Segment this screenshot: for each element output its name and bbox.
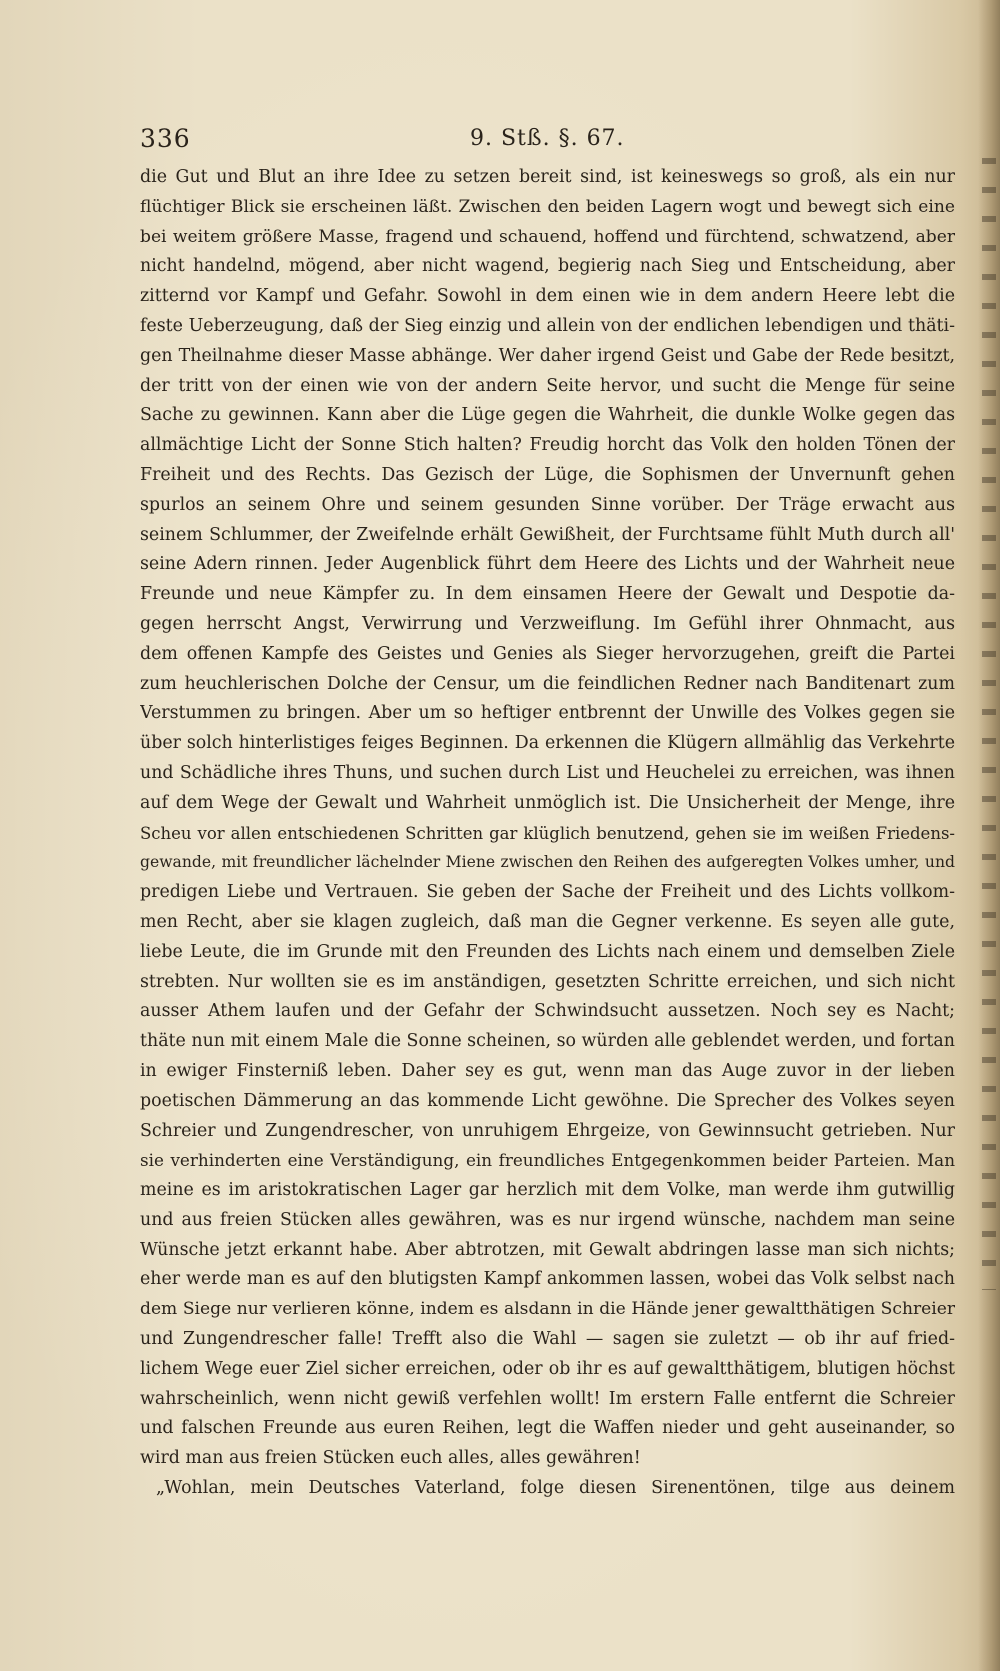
- text-line: thäte nun mit einem Male die Sonne scheinen, so würden alle geblendet werden, und fortan: [140, 1031, 955, 1052]
- page-number: 336: [140, 124, 191, 153]
- text-line: strebten. Nur wollten sie es im anständigen, gesetzten Schritte erreichen, und sich nicht: [140, 971, 955, 992]
- text-line: men Recht, aber sie klagen zugleich, daß man die Gegner verkenne. Es seyen alle gute,: [140, 911, 955, 932]
- text-line: Verstummen zu bringen. Aber um so heftiger entbrennt der Unwille des Volkes gegen sie: [140, 703, 955, 724]
- text-line: liebe Leute, die im Grunde mit den Freunden des Lichts nach einem und demselben Ziele: [140, 941, 955, 962]
- text-line: Wünsche jetzt erkannt habe. Aber abtrotzen, mit Gewalt abdringen lasse man sich nichts;: [140, 1239, 955, 1260]
- text-line: Sache zu gewinnen. Kann aber die Lüge gegen die Wahrheit, die dunkle Wolke gegen das: [140, 405, 955, 426]
- text-line: seinem Schlummer, der Zweifelnde erhält Gewißheit, der Furchtsame fühlt Muth durch all': [140, 524, 955, 545]
- page-header: [140, 124, 980, 158]
- text-line: dem Siege nur verlieren könne, indem es alsdann in die Hände jener gewaltthätigen Schreier: [140, 1299, 955, 1320]
- text-line: der tritt von der einen wie von der andern Seite hervor, und sucht die Menge für seine: [140, 375, 955, 396]
- text-line: wahrscheinlich, wenn nicht gewiß verfehlen wollt! Im erstern Falle entfernt die Schreier: [140, 1388, 955, 1409]
- text-line: meine es im aristokratischen Lager gar herzlich mit dem Volke, man werde ihm gutwillig: [140, 1180, 955, 1201]
- text-line: sie verhinderten eine Verständigung, ein freundliches Entgegenkommen beider Parteien. Man: [140, 1150, 955, 1171]
- text-line: allmächtige Licht der Sonne Stich halten? Freudig horcht das Volk den holden Tönen der: [140, 435, 955, 456]
- text-line: lichem Wege euer Ziel sicher erreichen, oder ob ihr es auf gewaltthätigem, blutigen höchst: [140, 1358, 955, 1379]
- text-line: predigen Liebe und Vertrauen. Sie geben der Sache der Freiheit und des Lichts vollkom-: [140, 882, 955, 903]
- text-line: ausser Athem laufen und der Gefahr der Schwindsucht aussetzen. Noch sey es Nacht;: [140, 1001, 955, 1022]
- text-line: gegen herrscht Angst, Verwirrung und Verzweiflung. Im Gefühl ihrer Ohnmacht, aus: [140, 613, 955, 634]
- text-line: seine Adern rinnen. Jeder Augenblick führt dem Heere des Lichts und der Wahrheit neue: [140, 554, 955, 575]
- text-line: zitternd vor Kampf und Gefahr. Sowohl in dem einen wie in dem andern Heere lebt die: [140, 286, 955, 307]
- text-line: Freunde und neue Kämpfer zu. In dem einsamen Heere der Gewalt und Despotie da-: [140, 584, 955, 605]
- body-text: [140, 163, 955, 1504]
- text-line: spurlos an seinem Ohre und seinem gesunden Sinne vorüber. Der Träge erwacht aus: [140, 494, 955, 515]
- text-line: die Gut und Blut an ihre Idee zu setzen bereit sind, ist keineswegs so groß, als ein nur: [140, 167, 955, 187]
- text-line: gen Theilnahme dieser Masse abhänge. Wer daher irgend Geist und Gabe der Rede besitzt,: [140, 345, 955, 366]
- text-line: eher werde man es auf den blutigsten Kampf ankommen lassen, wobei das Volk selbst nach: [140, 1269, 955, 1290]
- text-line: und Zungendrescher falle! Trefft also die Wahl — sagen sie zuletzt — ob ihr auf fried-: [140, 1329, 955, 1350]
- text-line: nicht handelnd, mögend, aber nicht wagend, begierig nach Sieg und Entscheidung, aber: [140, 256, 955, 277]
- text-line: in ewiger Finsterniß leben. Daher sey es gut, wenn man das Auge zuvor in der lieben: [140, 1060, 955, 1081]
- text-line: und falschen Freunde aus euren Reihen, legt die Waffen nieder und geht auseinander, so: [140, 1418, 955, 1439]
- text-line: Freiheit und des Rechts. Das Gezisch der Lüge, die Sophismen der Unvernunft gehen: [140, 464, 955, 485]
- text-line-new-paragraph: „Wohlan, mein Deutsches Vaterland, folge diesen Sirenentönen, tilge aus deinem: [156, 1478, 955, 1499]
- text-line: gewande, mit freundlicher lächelnder Miene zwischen den Reihen des aufgeregten Volkes umher, und: [140, 853, 955, 872]
- text-line: feste Ueberzeugung, daß der Sieg einzig und allein von der endlichen lebendigen und thäti-: [140, 315, 955, 336]
- text-line: bei weitem größere Masse, fragend und schauend, hoffend und fürchtend, schwatzend, aber: [140, 226, 955, 247]
- adjacent-page-edge: [982, 140, 996, 1290]
- text-line: Scheu vor allen entschiedenen Schritten gar klüglich benutzend, gehen sie im weißen Friedens-: [140, 823, 955, 843]
- text-line: und aus freien Stücken alles gewähren, was es nur irgend wünsche, nachdem man seine: [140, 1209, 955, 1230]
- text-line: poetischen Dämmerung an das kommende Licht gewöhne. Die Sprecher des Volkes seyen: [140, 1090, 955, 1111]
- text-line: und Schädliche ihres Thuns, und suchen durch List und Heuchelei zu erreichen, was ihnen: [140, 762, 955, 783]
- text-line: auf dem Wege der Gewalt und Wahrheit unmöglich ist. Die Unsicherheit der Menge, ihre: [140, 792, 955, 813]
- text-line-paragraph-end: wird man aus freien Stücken euch alles, alles gewähren!: [140, 1448, 641, 1469]
- text-line: Schreier und Zungendrescher, von unruhigem Ehrgeize, von Gewinnsucht getrieben. Nur: [140, 1120, 955, 1141]
- text-line: zum heuchlerischen Dolche der Censur, um die feindlichen Redner nach Banditenart zum: [140, 673, 955, 694]
- text-line: dem offenen Kampfe des Geistes und Genies als Sieger hervorzugehen, greift die Partei: [140, 643, 955, 664]
- text-line: über solch hinterlistiges feiges Beginnen. Da erkennen die Klügern allmählig das Verkehrte: [140, 733, 955, 754]
- text-line: flüchtiger Blick sie erscheinen läßt. Zwischen den beiden Lagern wogt und bewegt sich eine: [140, 196, 955, 217]
- running-head: 9. Stß. §. 67.: [470, 126, 625, 151]
